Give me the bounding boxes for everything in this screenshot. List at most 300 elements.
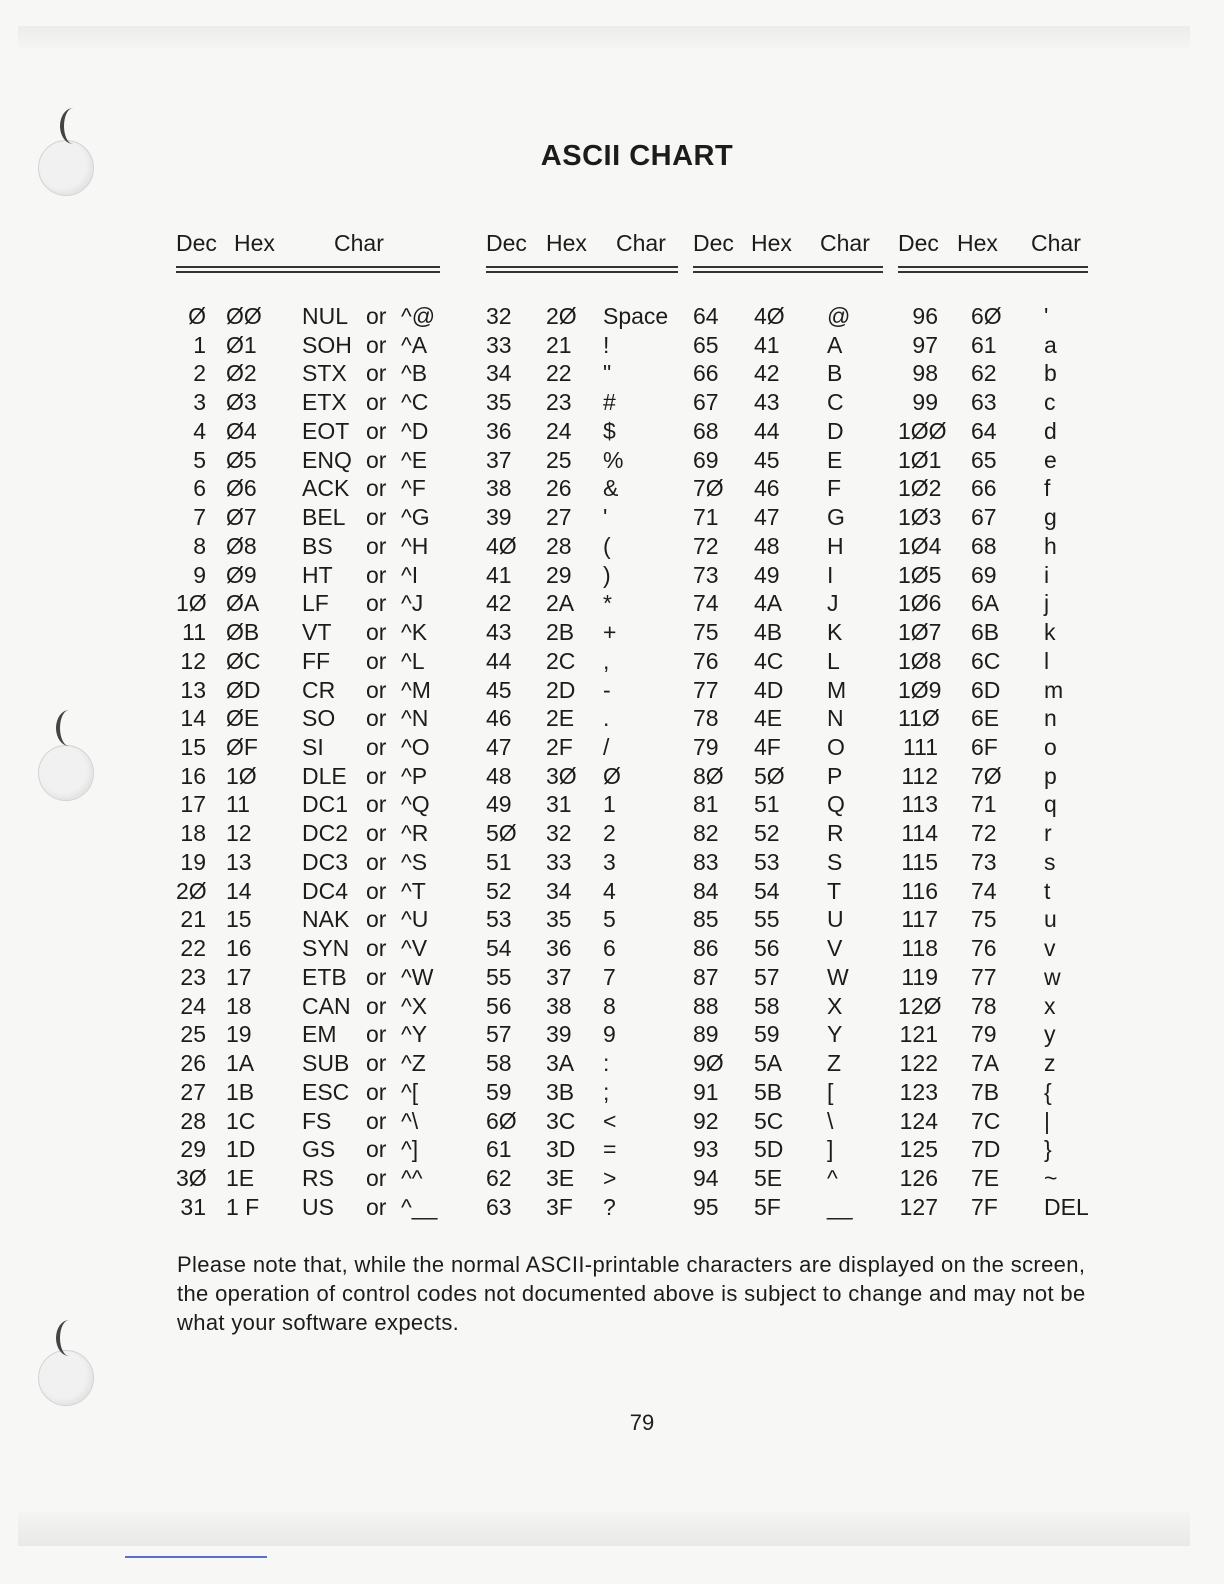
cell-or: or (366, 1107, 387, 1134)
cell-or: or (366, 705, 387, 732)
cell-char: N (827, 705, 844, 732)
cell-hex: 7A (971, 1050, 1000, 1077)
header-hex: Hex (234, 230, 275, 256)
cell-dec: 64 (693, 303, 719, 329)
header-double-rule (898, 266, 1088, 273)
ascii-row (486, 303, 681, 332)
cell-hex: 7B (971, 1078, 1000, 1105)
header-double-rule (176, 266, 440, 273)
cell-dec: 4Ø (486, 532, 517, 559)
cell-char: L (827, 647, 840, 674)
cell-dec: 32 (486, 303, 512, 329)
cell-ctrl: ^P (401, 762, 428, 789)
ascii-row (693, 303, 888, 332)
ascii-rows (693, 303, 888, 1223)
ascii-row (176, 533, 442, 562)
ascii-row (486, 1079, 681, 1108)
cell-char: r (1044, 820, 1052, 847)
cell-ctrl: ^E (401, 446, 428, 473)
cell-dec: 112 (901, 762, 938, 789)
ascii-row (486, 619, 681, 648)
cell-char: m (1044, 676, 1064, 703)
cell-hex: 61 (971, 331, 997, 358)
cell-char: , (603, 647, 610, 674)
ascii-row (693, 1079, 888, 1108)
cell-ctrl: ^S (401, 848, 428, 875)
cell-char: DLE (302, 762, 347, 789)
ascii-row (898, 820, 1098, 849)
cell-char: 8 (603, 992, 616, 1019)
cell-or: or (366, 762, 387, 789)
cell-dec: 58 (486, 1050, 512, 1077)
cell-dec: 81 (693, 791, 719, 818)
cell-hex: 3C (546, 1107, 576, 1134)
ascii-row (693, 705, 888, 734)
cell-char: h (1044, 532, 1057, 559)
cell-char: DC2 (302, 820, 349, 847)
cell-ctrl: ^Y (401, 1021, 428, 1048)
ascii-row (898, 504, 1098, 533)
ascii-row (898, 1021, 1098, 1050)
cell-dec: 79 (693, 734, 719, 761)
ascii-row (693, 849, 888, 878)
cell-char: g (1044, 504, 1057, 531)
ascii-row (486, 1021, 681, 1050)
ascii-rows (898, 303, 1098, 1223)
ascii-row (176, 763, 442, 792)
ascii-group-control (176, 230, 442, 1220)
cell-hex: ØA (226, 590, 260, 617)
cell-hex: 47 (754, 504, 780, 531)
ascii-row (898, 763, 1098, 792)
cell-or: or (366, 963, 387, 990)
cell-char: p (1044, 762, 1057, 789)
cell-hex: 6F (971, 734, 998, 761)
cell-char: __ (827, 1193, 853, 1220)
cell-or: or (366, 590, 387, 617)
cell-hex: ØB (226, 619, 260, 646)
cell-dec: 25 (180, 1021, 206, 1048)
ascii-row (693, 619, 888, 648)
cell-hex: 55 (754, 906, 780, 933)
ascii-row (693, 1108, 888, 1137)
cell-char: u (1044, 906, 1057, 933)
cell-char: v (1044, 935, 1056, 962)
ascii-row (486, 1194, 681, 1223)
ascii-row (486, 447, 681, 476)
cell-hex: 56 (754, 935, 780, 962)
cell-hex: 63 (971, 389, 997, 416)
cell-char: 5 (603, 906, 616, 933)
ascii-row (176, 878, 442, 907)
cell-dec: 98 (912, 360, 938, 387)
cell-dec: 48 (486, 762, 512, 789)
cell-dec: 16 (180, 762, 206, 789)
cell-hex: 48 (754, 532, 780, 559)
ascii-row (693, 763, 888, 792)
cell-char: CAN (302, 992, 351, 1019)
cell-hex: 77 (971, 963, 997, 990)
cell-or: or (366, 504, 387, 531)
cell-dec: 126 (899, 1165, 938, 1192)
cell-hex: 54 (754, 877, 780, 904)
cell-hex: 23 (546, 389, 572, 416)
cell-dec: 66 (693, 360, 719, 387)
cell-or: or (366, 1193, 387, 1220)
cell-or: or (366, 446, 387, 473)
ascii-row (176, 1050, 442, 1079)
cell-dec: 65 (693, 331, 719, 358)
cell-hex: 53 (754, 848, 780, 875)
cell-hex: 39 (546, 1021, 572, 1048)
cell-hex: 7Ø (971, 762, 1002, 789)
cell-dec: 39 (486, 504, 512, 531)
ascii-group-lowercase (898, 230, 1098, 1220)
page-title: ASCII CHART (540, 140, 734, 172)
ascii-row (693, 1021, 888, 1050)
cell-hex: 2Ø (546, 303, 577, 329)
cell-char: < (603, 1107, 617, 1134)
cell-dec: 77 (693, 676, 719, 703)
ascii-row (693, 820, 888, 849)
ascii-row (176, 906, 442, 935)
cell-hex: 4E (754, 705, 783, 732)
cell-or: or (366, 360, 387, 387)
cell-dec: 67 (693, 389, 719, 416)
cell-char: d (1044, 417, 1057, 444)
cell-char: a (1044, 331, 1057, 358)
cell-char: Ø (603, 762, 621, 789)
cell-hex: 2E (546, 705, 575, 732)
cell-hex: 6Ø (971, 303, 1002, 329)
cell-char: EM (302, 1021, 337, 1048)
cell-hex: 2D (546, 676, 576, 703)
ascii-row (176, 1079, 442, 1108)
cell-char: w (1044, 963, 1061, 990)
cell-hex: 62 (971, 360, 997, 387)
ascii-row (898, 475, 1098, 504)
cell-dec: 23 (180, 963, 206, 990)
cell-dec: 7 (193, 504, 206, 531)
cell-dec: 125 (899, 1136, 938, 1163)
cell-char: y (1044, 1021, 1056, 1048)
cell-hex: 6E (971, 705, 1000, 732)
cell-char: ) (603, 561, 611, 588)
ascii-row (693, 791, 888, 820)
ascii-row (486, 590, 681, 619)
cell-ctrl: ^K (401, 619, 428, 646)
cell-dec: 86 (693, 935, 719, 962)
cell-char: SYN (302, 935, 350, 962)
cell-hex: 73 (971, 848, 997, 875)
cell-dec: 18 (180, 820, 206, 847)
cell-hex: 11 (226, 791, 250, 818)
ascii-row (486, 1108, 681, 1137)
cell-hex: 4B (754, 619, 783, 646)
cell-dec: 111 (903, 734, 938, 761)
ascii-row (486, 389, 681, 418)
cell-ctrl: ^L (401, 647, 425, 674)
cell-ctrl: ^X (401, 992, 428, 1019)
cell-dec: 93 (693, 1136, 719, 1163)
footnote: Please note that, while the normal ASCII-printable characters are displayed on the screen, the operation of control codes not documented above is subject to change and may not be what your software expects. (177, 1252, 1086, 1335)
ascii-row (898, 964, 1098, 993)
cell-char: ETX (302, 389, 347, 416)
cell-dec: 54 (486, 935, 512, 962)
cell-dec: 41 (486, 561, 512, 588)
cell-dec: 118 (901, 935, 938, 962)
cell-hex: 1 F (226, 1193, 260, 1220)
cell-dec: 33 (486, 331, 512, 358)
cell-char: W (827, 963, 849, 990)
header-char: Char (1031, 230, 1081, 256)
cell-dec: 117 (901, 906, 938, 933)
ascii-row (898, 1136, 1098, 1165)
cell-ctrl: ^B (401, 360, 428, 387)
cell-char: E (827, 446, 843, 473)
ascii-row (176, 648, 442, 677)
cell-char: ( (603, 532, 611, 559)
cell-char: NUL (302, 303, 349, 329)
cell-ctrl: ^R (401, 820, 429, 847)
cell-hex: 46 (754, 475, 780, 502)
cell-hex: 3A (546, 1050, 575, 1077)
cell-dec: 52 (486, 877, 512, 904)
cell-char: A (827, 331, 843, 358)
cell-dec: 8 (193, 532, 206, 559)
ascii-row (693, 1194, 888, 1223)
cell-dec: 119 (901, 963, 938, 990)
cell-dec: 78 (693, 705, 719, 732)
cell-char: 6 (603, 935, 616, 962)
cell-hex: ØD (226, 676, 261, 703)
cell-or: or (366, 389, 387, 416)
cell-ctrl: ^G (401, 504, 430, 531)
cell-hex: 69 (971, 561, 997, 588)
cell-char: o (1044, 734, 1057, 761)
cell-ctrl: ^D (401, 417, 429, 444)
cell-char: } (1044, 1136, 1052, 1163)
cell-char: EOT (302, 417, 350, 444)
cell-dec: 2 (193, 360, 206, 387)
cell-char: * (603, 590, 612, 617)
ascii-row (176, 562, 442, 591)
cell-hex: 24 (546, 417, 572, 444)
ascii-row (486, 1050, 681, 1079)
ascii-row (898, 360, 1098, 389)
cell-dec: 2Ø (176, 877, 207, 904)
cell-dec: 1Ø5 (898, 561, 942, 588)
cell-dec: 3Ø (176, 1165, 207, 1192)
ascii-row (486, 820, 681, 849)
cell-dec: 51 (486, 848, 512, 875)
cell-hex: 6C (971, 647, 1001, 674)
cell-char: ^ (827, 1165, 838, 1192)
ascii-row (693, 533, 888, 562)
cell-ctrl: ^V (401, 935, 428, 962)
cell-char: 4 (603, 877, 616, 904)
ascii-row (176, 734, 442, 763)
cell-char: n (1044, 705, 1057, 732)
ascii-row (898, 418, 1098, 447)
ascii-row (176, 332, 442, 361)
cell-char: ACK (302, 475, 350, 502)
header-dec: Dec (486, 230, 527, 256)
cell-char: D (827, 417, 844, 444)
cell-char: ENQ (302, 446, 352, 473)
cell-char: SI (302, 734, 324, 761)
cell-char: ESC (302, 1078, 350, 1105)
cell-char: X (827, 992, 843, 1019)
cell-or: or (366, 303, 387, 329)
cell-dec: 17 (180, 791, 206, 818)
cell-hex: 32 (546, 820, 572, 847)
cell-dec: 1ØØ (898, 417, 947, 444)
cell-char: FF (302, 647, 331, 674)
cell-char: % (603, 446, 624, 473)
cell-hex: 52 (754, 820, 780, 847)
cell-hex: 43 (754, 389, 780, 416)
ascii-row (486, 993, 681, 1022)
ascii-row (486, 935, 681, 964)
ascii-row (898, 935, 1098, 964)
binder-hole (38, 745, 94, 801)
header-hex: Hex (751, 230, 792, 256)
cell-dec: 92 (693, 1107, 719, 1134)
cell-hex: 1B (226, 1078, 255, 1105)
ascii-row (898, 791, 1098, 820)
cell-hex: 1D (226, 1136, 256, 1163)
cell-char: / (603, 734, 610, 761)
cell-ctrl: ^M (401, 676, 431, 703)
cell-char: 2 (603, 820, 616, 847)
ascii-row (898, 1050, 1098, 1079)
cell-dec: 5 (193, 446, 206, 473)
ascii-row (898, 993, 1098, 1022)
cell-ctrl: ^O (401, 734, 430, 761)
cell-hex: Ø8 (226, 532, 257, 559)
cell-char: SUB (302, 1050, 350, 1077)
ascii-row (176, 1194, 442, 1223)
cell-dec: 31 (180, 1193, 206, 1220)
ascii-row (176, 964, 442, 993)
header-double-rule (693, 266, 883, 273)
cell-or: or (366, 1078, 387, 1105)
cell-dec: 124 (899, 1107, 938, 1134)
cell-hex: 51 (754, 791, 780, 818)
cell-ctrl: ^[ (401, 1078, 419, 1105)
cell-dec: 34 (486, 360, 512, 387)
cell-hex: 5F (754, 1193, 781, 1220)
cell-char: z (1044, 1050, 1056, 1077)
cell-dec: 26 (180, 1050, 206, 1077)
ascii-row (898, 332, 1098, 361)
binder-hole-mark (56, 710, 82, 746)
cell-hex: 36 (546, 935, 572, 962)
cell-or: or (366, 647, 387, 674)
cell-hex: 7C (971, 1107, 1001, 1134)
cell-dec: 6Ø (486, 1107, 517, 1134)
cell-dec: 9Ø (693, 1050, 724, 1077)
ascii-row (693, 475, 888, 504)
header-char: Char (334, 230, 384, 256)
cell-or: or (366, 906, 387, 933)
ascii-row (693, 1050, 888, 1079)
cell-dec: 76 (693, 647, 719, 674)
cell-char: s (1044, 848, 1056, 875)
cell-hex: 22 (546, 360, 572, 387)
cell-dec: 1Ø (176, 590, 207, 617)
cell-hex: Ø6 (226, 475, 257, 502)
cell-hex: 27 (546, 504, 572, 531)
cell-dec: 5Ø (486, 820, 517, 847)
cell-dec: 1Ø3 (898, 504, 942, 531)
cell-dec: 83 (693, 848, 719, 875)
cell-char: i (1044, 561, 1050, 588)
ascii-row (898, 677, 1098, 706)
ascii-row (898, 1165, 1098, 1194)
cell-char: O (827, 734, 845, 761)
cell-char: US (302, 1193, 334, 1220)
cell-dec: 87 (693, 963, 719, 990)
ascii-row (176, 705, 442, 734)
cell-hex: ØF (226, 734, 258, 761)
ascii-row (486, 849, 681, 878)
cell-dec: 72 (693, 532, 719, 559)
cell-char: STX (302, 360, 347, 387)
cell-char: b (1044, 360, 1057, 387)
ascii-row (176, 475, 442, 504)
cell-dec: 1Ø6 (898, 590, 942, 617)
cell-or: or (366, 734, 387, 761)
cell-dec: 45 (486, 676, 512, 703)
ascii-row (693, 993, 888, 1022)
cell-char: DC3 (302, 848, 349, 875)
cell-hex: 5Ø (754, 762, 785, 789)
ascii-row (486, 705, 681, 734)
ascii-row (898, 303, 1098, 332)
cell-hex: 18 (226, 992, 252, 1019)
ascii-row (486, 504, 681, 533)
ascii-row (693, 906, 888, 935)
cell-hex: 64 (971, 417, 997, 444)
cell-dec: 3 (193, 389, 206, 416)
header-dec: Dec (176, 230, 217, 256)
cell-char: HT (302, 561, 333, 588)
cell-char: F (827, 475, 842, 502)
cell-hex: 67 (971, 504, 997, 531)
cell-char: . (603, 705, 610, 732)
cell-char: q (1044, 791, 1057, 818)
cell-char: 7 (603, 963, 616, 990)
cell-hex: 41 (754, 331, 780, 358)
cell-dec: 28 (180, 1107, 206, 1134)
ascii-row (693, 590, 888, 619)
cell-char: c (1044, 389, 1056, 416)
cell-dec: 73 (693, 561, 719, 588)
cell-dec: 46 (486, 705, 512, 732)
ascii-row (693, 1165, 888, 1194)
cell-hex: 2B (546, 619, 575, 646)
cell-hex: 38 (546, 992, 572, 1019)
cell-hex: 49 (754, 561, 780, 588)
cell-dec: 1Ø4 (898, 532, 942, 559)
header-double-rule (486, 266, 678, 273)
cell-ctrl: ^C (401, 389, 429, 416)
ascii-row (486, 763, 681, 792)
cell-hex: 1C (226, 1107, 256, 1134)
cell-ctrl: ^Z (401, 1050, 426, 1077)
